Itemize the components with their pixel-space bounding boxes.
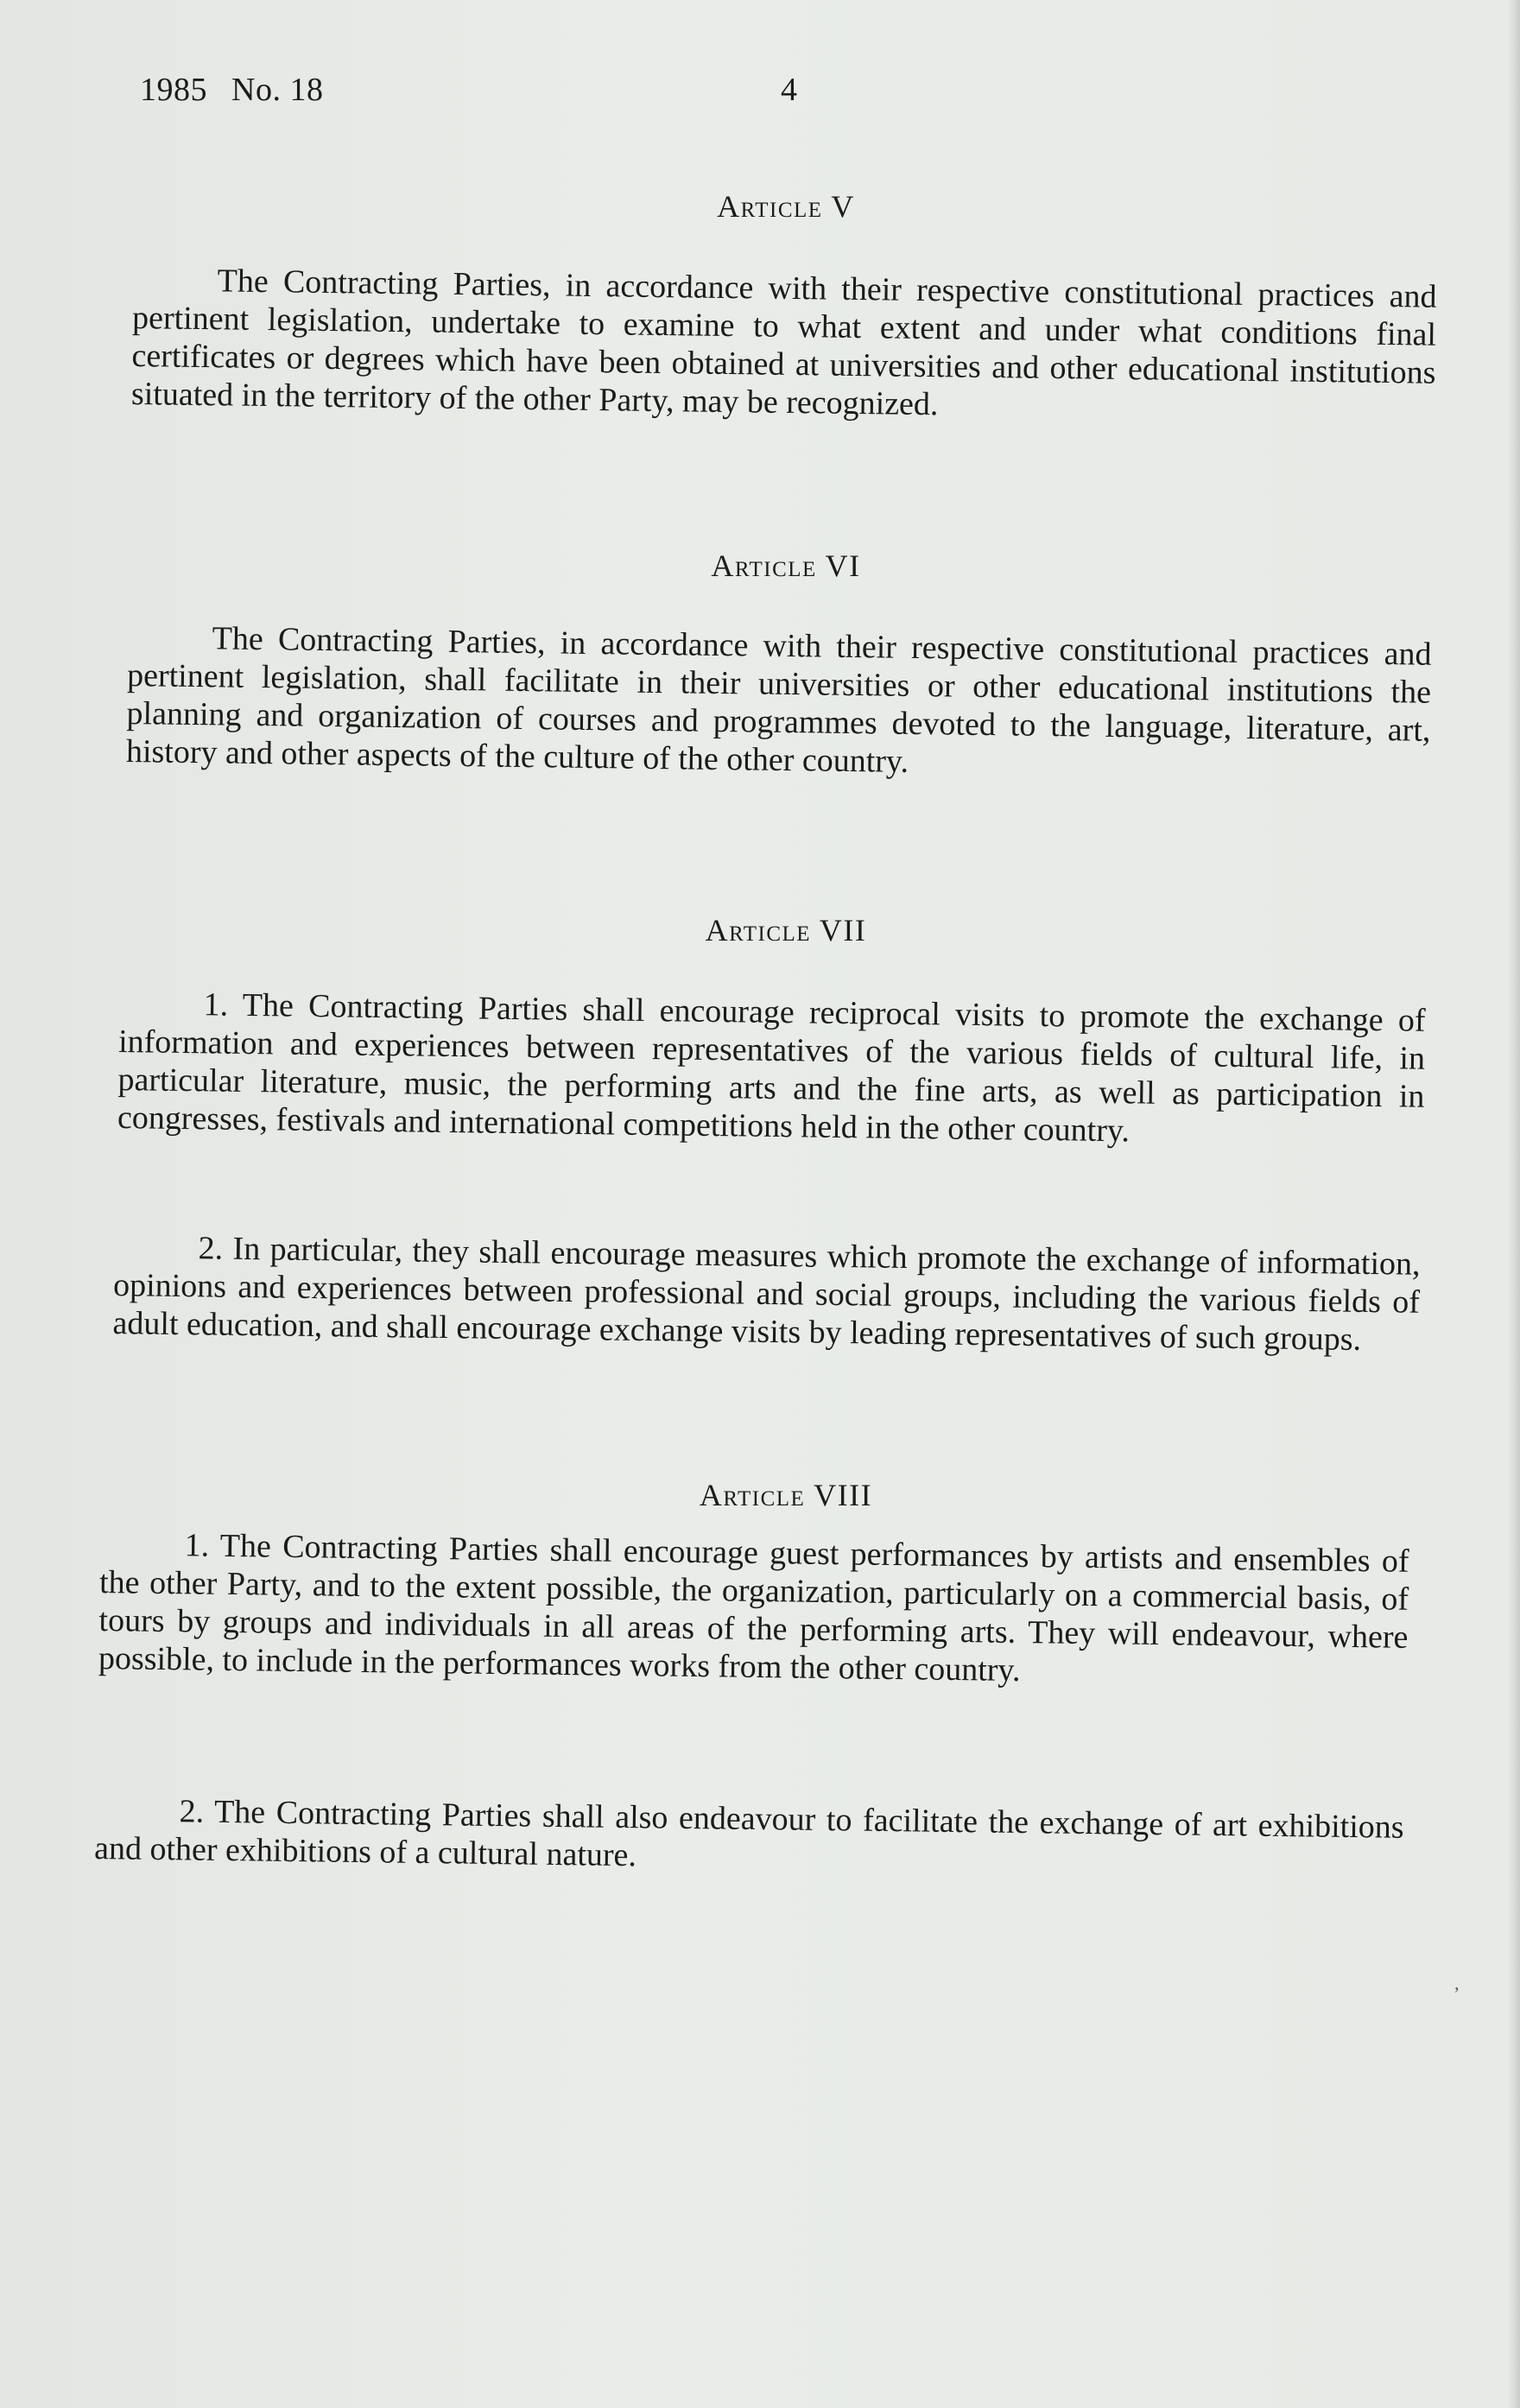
page-header: [140, 71, 798, 109]
article-v-paragraph: The Contracting Parties, in accordance with their respective constitutional practices and pertinent legislation, undertake to examine to what extent and under what conditions final certificates or degrees which have been obtained at universities and other educational institutions situated in the territory of the other Party, may be recognized.: [130, 263, 1437, 423]
article-viii-paragraph-2: 2. The Contracting Parties shall also endeavour to facilitate the exchange of art exhibitions and other exhibitions of a cultural nature.: [93, 1793, 1404, 1874]
article-viii-paragraph-1: 1. The Contracting Parties shall encourage guest performances by artists and ensembles of the other Party, and to the extent possible, the organization, particularly on a commercial basis, of tours by groups and individuals in all areas of the performing arts. They will endeavour, where possible, to include in the performances works from the other country.: [98, 1527, 1409, 1689]
page-edge-shadow: [1508, 0, 1520, 2408]
stray-mark: ʼ: [1454, 1983, 1460, 2005]
article-vi-paragraph: The Contracting Parties, in accordance with their respective constitutional practices and pertinent legislation, shall facilitate in their universities or other educational institutions the planning and organization of courses and programmes devoted to the language, literature, art, history and other aspects of the culture of the other country.: [125, 620, 1432, 780]
header-number: No. 18: [231, 72, 324, 108]
article-vii-paragraph-1: 1. The Contracting Parties shall encourage reciprocal visits to promote the exchange of information and experiences between representatives of the various fields of cultural life, in particular literature, music, the performing arts and the fine arts, as well as participation in congresses, festivals and international competitions held in the other country.: [117, 986, 1426, 1150]
page-number: 4: [781, 72, 798, 108]
article-viii-title: Article VIII: [699, 1478, 873, 1512]
header-year: 1985: [140, 72, 207, 108]
article-v-title: Article V: [717, 189, 855, 224]
article-vii-title: Article VII: [705, 913, 867, 947]
article-vi-title: Article VI: [711, 548, 861, 583]
article-vii-paragraph-2: 2. In particular, they shall encourage measures which promote the exchange of information, opinions and experiences between professional and social groups, including the various fields of adult education, and shall encourage exchange visits by leading representatives of such groups.: [112, 1230, 1421, 1358]
